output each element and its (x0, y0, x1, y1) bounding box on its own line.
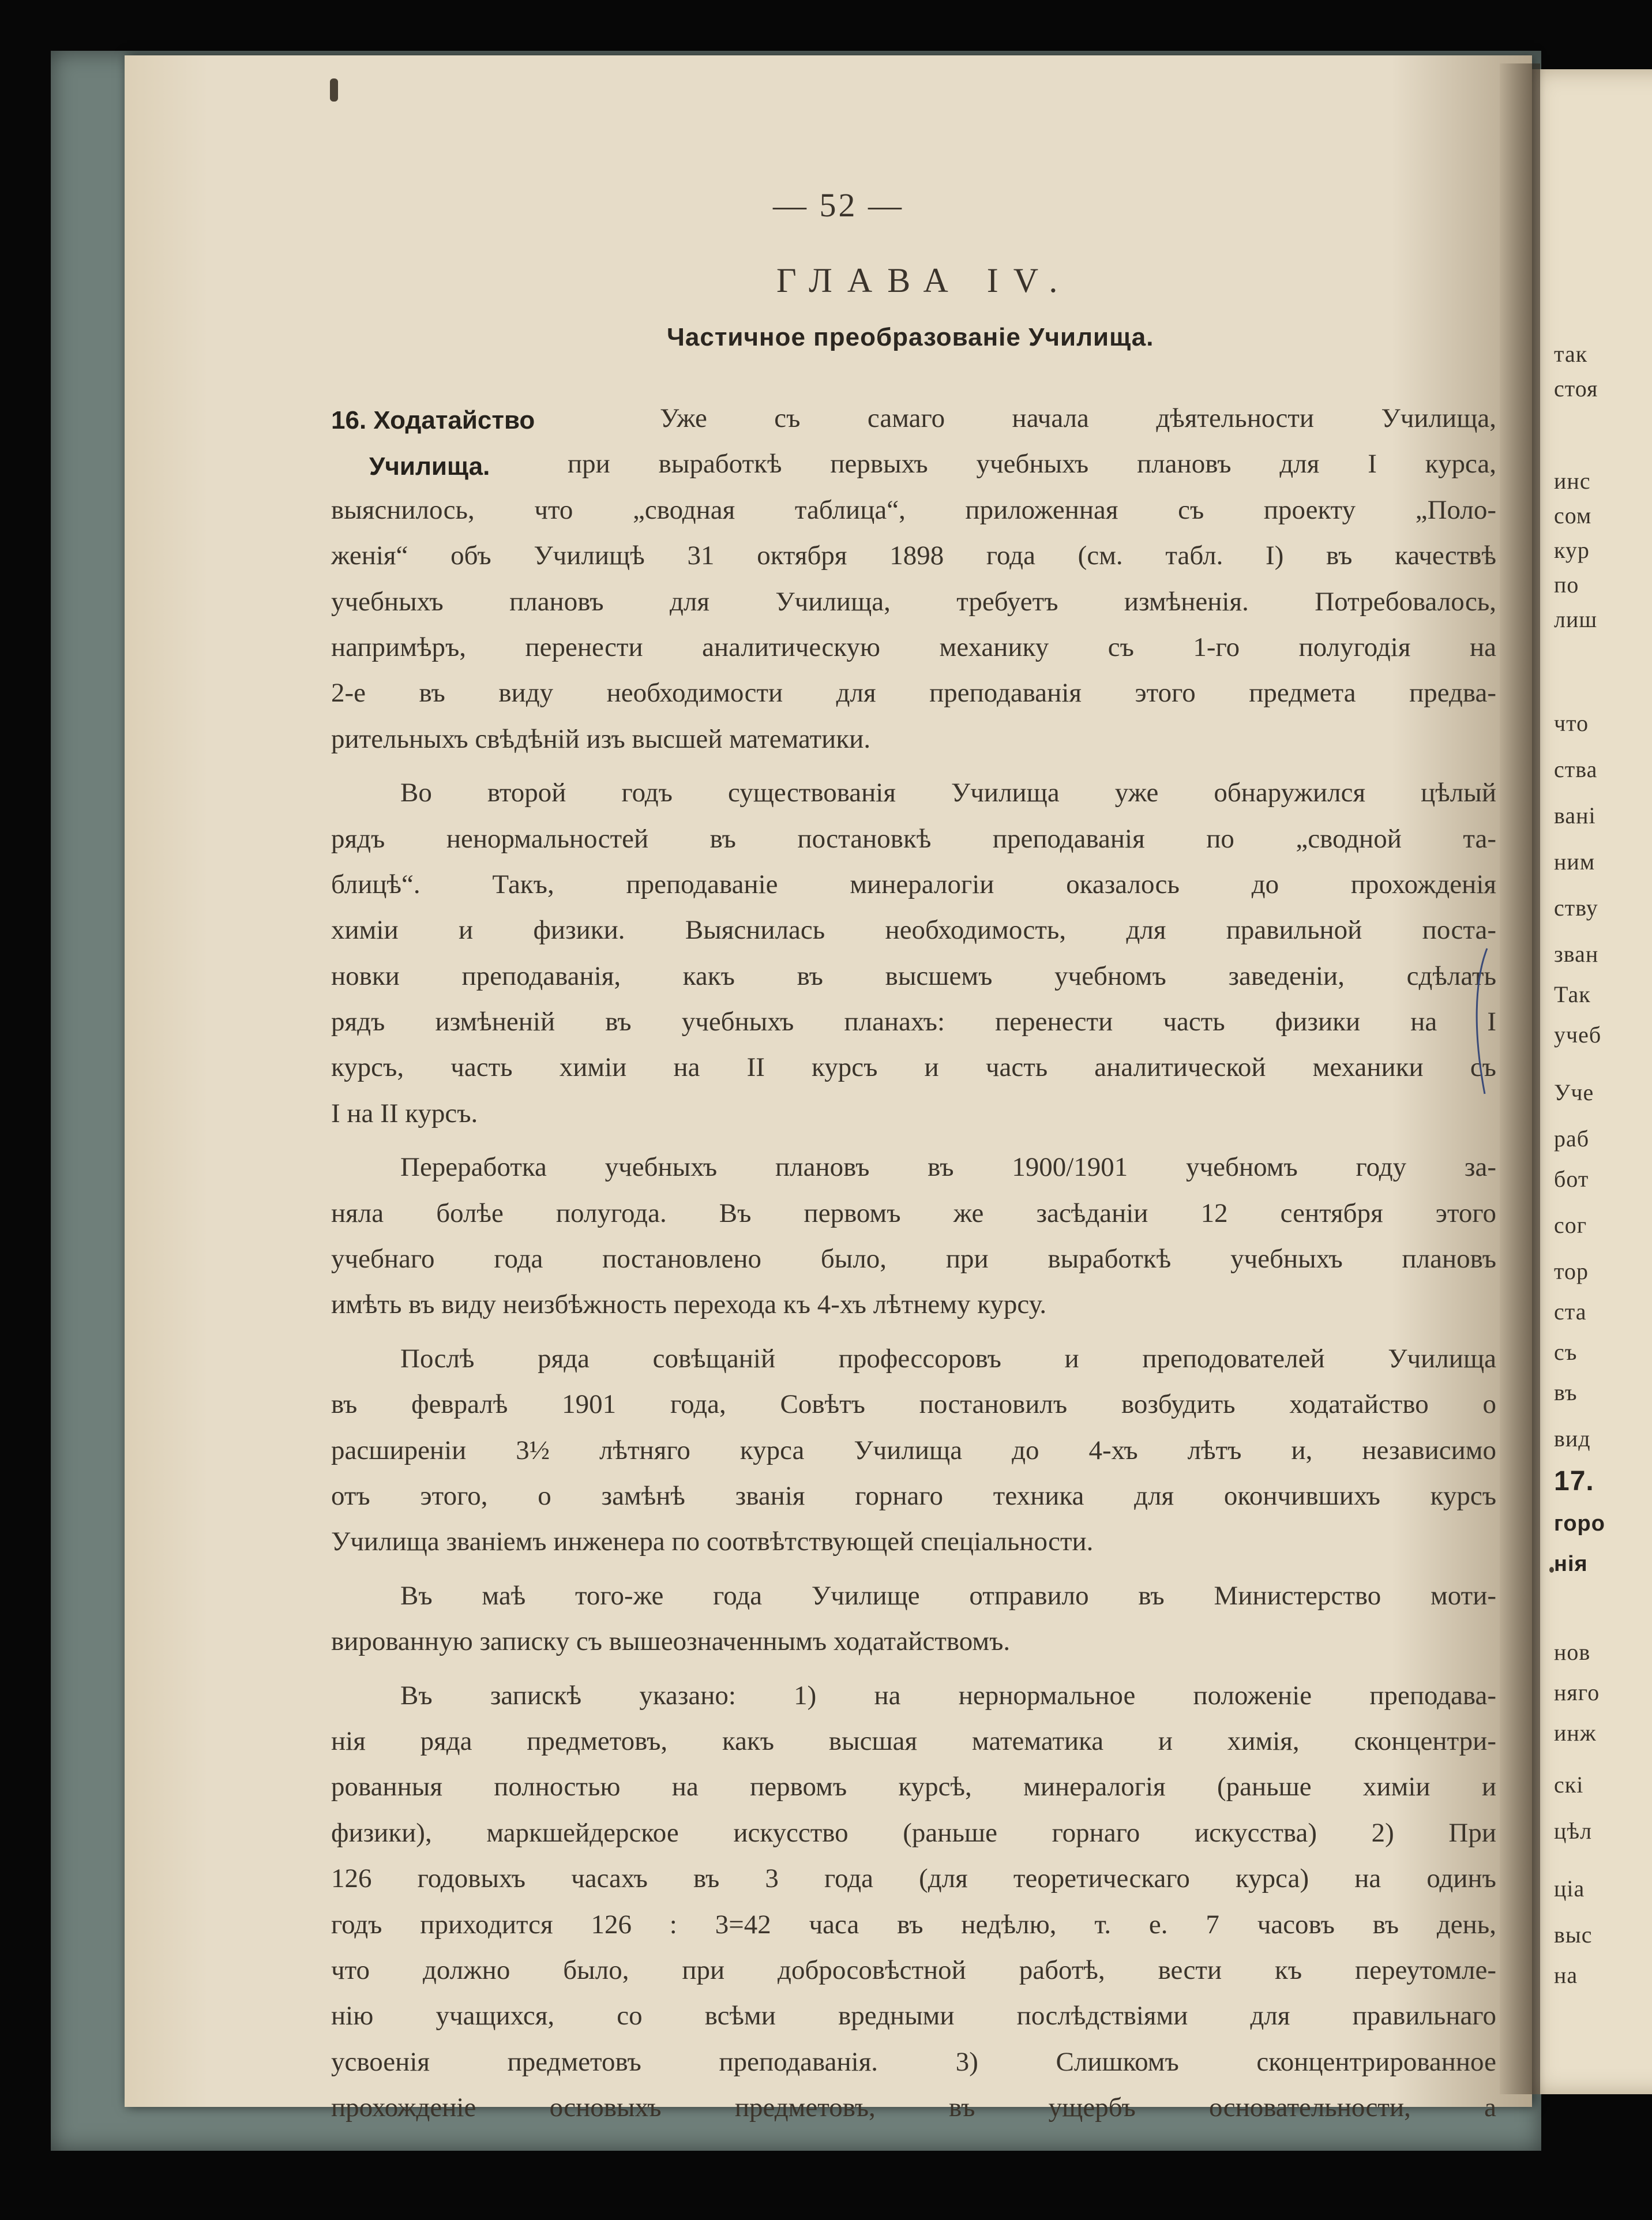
text-line: учебнаго года постановлено было, при выработкѣ учебныхъ плановъ (331, 1244, 1496, 1274)
text-line: новки преподаванія, какъ въ высшемъ учебномъ заведеніи, сдѣлать (331, 961, 1496, 991)
facing-page-fragment: скі (1554, 1772, 1584, 1798)
pencil-margin-mark (1470, 946, 1493, 1096)
text-line: Во второй годъ существованія Училища уже обнаружился цѣлый (400, 778, 1496, 808)
text-line: вированную записку съ вышеозначеннымъ ходатайствомъ. (331, 1626, 1011, 1657)
facing-page-fragment: ціа (1554, 1876, 1585, 1902)
text-line: Уже съ самаго начала дѣятельности Училища, (660, 403, 1496, 433)
facing-page-fragment: няго (1554, 1679, 1600, 1705)
section-number-label: 16. Ходатайство (331, 406, 535, 434)
text-line: I на II курсъ. (331, 1098, 478, 1128)
facing-page-fragment: Уче (1554, 1079, 1594, 1105)
text-line: при выработкѣ первыхъ учебныхъ плановъ для I курса, (568, 449, 1496, 479)
text-line: Училища званіемъ инженера по соотвѣтствующей спеціальности. (331, 1527, 1094, 1557)
text-line: Переработка учебныхъ плановъ въ 1900/1901 учебномъ году за- (400, 1152, 1496, 1183)
text-line: годъ приходится 126 : 3=42 часа въ недѣлю, т. е. 7 часовъ въ день, (331, 1909, 1496, 1940)
facing-page-fragment: стоя (1554, 376, 1598, 402)
text-line: физики), маркшейдерское искусство (раньше горнаго искусства) 2) При (331, 1817, 1496, 1848)
facing-page-fragment: ства (1554, 756, 1598, 782)
text-line: Въ маѣ того-же года Училище отправило въ Министерство моти- (400, 1580, 1496, 1611)
facing-page-fragment: вид (1554, 1426, 1591, 1452)
facing-page-fragment: ста (1554, 1299, 1587, 1325)
facing-page-fragment: сом (1554, 502, 1592, 528)
text-line: что должно было, при добросовѣстной работѣ, вести къ переутомле- (331, 1955, 1496, 1985)
facing-page-fragment: так (1554, 341, 1588, 367)
text-line: химіи и физики. Выяснилась необходимость, для правильной поста- (331, 915, 1496, 946)
text-line: рованныя полностью на первомъ курсѣ, минералогія (раньше химіи и (331, 1772, 1496, 1802)
text-line: выяснилось, что „сводная таблица“, приложенная съ проекту „Поло- (331, 494, 1496, 525)
facing-page-fragment: сог (1554, 1212, 1587, 1238)
facing-page-fragment: лиш (1554, 606, 1598, 632)
text-line: блицѣ“. Такъ, преподаваніе минералогіи оказалось до прохожденія (331, 869, 1496, 899)
text-line: отъ этого, о замѣнѣ званія горнаго техника для окончившихъ курсъ (331, 1480, 1496, 1511)
facing-page-fragment: бот (1554, 1166, 1589, 1192)
facing-page-fragment: на (1554, 1962, 1578, 1988)
facing-page-fragment: ству (1554, 895, 1598, 921)
text-line: прохожденіе основыхъ предметовъ, въ ущербъ основательности, а (331, 2092, 1496, 2123)
text-line: расширеніи 3½ лѣтняго курса Училища до 4-хъ лѣтъ и, независимо (331, 1435, 1496, 1465)
facing-page-fragment: зван (1554, 941, 1599, 967)
facing-page-fragment: съ (1554, 1339, 1578, 1365)
text-line: нію учащихся, со всѣми вредными послѣдствіями для правильнаго (331, 2001, 1496, 2031)
text-line: усвоенія предметовъ преподаванія. 3) Слишкомъ сконцентрированное (331, 2046, 1496, 2077)
text-line: рядъ ненормальностей въ постановкѣ преподаванія по „сводной та- (331, 823, 1496, 854)
facing-page-fragment: что (1554, 710, 1589, 736)
facing-page-fragment: горо (1554, 1512, 1605, 1536)
text-line: рительныхъ свѣдѣній изъ высшей математики. (331, 723, 871, 754)
facing-page-fragment: кур (1554, 537, 1590, 563)
facing-page-fragment: по (1554, 572, 1579, 598)
facing-page-fragment: тор (1554, 1258, 1589, 1284)
facing-page-fragment: инж (1554, 1720, 1597, 1746)
facing-page-fragment: нов (1554, 1639, 1591, 1665)
text-line: рядъ измѣненій въ учебныхъ планахъ: перенести часть физики на I (331, 1007, 1496, 1037)
facing-page-fragment: учеб (1554, 1022, 1602, 1048)
text-line: Послѣ ряда совѣщаній профессоровъ и преподователей Училища (400, 1343, 1496, 1374)
facing-page-fragment: выс (1554, 1922, 1593, 1948)
facing-page-fragment: вані (1554, 802, 1596, 828)
facing-page-fragment: Так (1554, 981, 1591, 1007)
text-line: имѣть въ виду неизбѣжность перехода къ 4-хъ лѣтнему курсу. (331, 1289, 1047, 1320)
body-text (331, 396, 1496, 2131)
facing-page-fragment: 17. (1554, 1466, 1594, 1497)
chapter-heading: ГЛАВА IV. (776, 261, 1073, 299)
text-line: нія ряда предметовъ, какъ высшая математика и химія, сконцентри- (331, 1726, 1496, 1756)
facing-page-fragment: инс (1554, 468, 1591, 494)
page-number: — 52 — (773, 186, 904, 224)
facing-page-fragment: цѣл (1554, 1818, 1593, 1844)
text-line: напримѣръ, перенести аналитическую механику съ 1-го полугодія на (331, 632, 1496, 662)
text-line: няла болѣе полугода. Въ первомъ же засѣданіи 12 сентября этого (331, 1198, 1496, 1228)
text-line: 2-е въ виду необходимости для преподаванія этого предмета предва- (331, 678, 1496, 708)
text-line: въ февралѣ 1901 года, Совѣтъ постановилъ возбудить ходатайство о (331, 1389, 1496, 1420)
page-gutter-shadow (1500, 63, 1540, 2094)
text-line: курсъ, часть химіи на II курсъ и часть аналитической механики съ (331, 1052, 1496, 1083)
text-line: 126 годовыхъ часахъ въ 3 года (для теоретическаго курса) на одинъ (331, 1863, 1496, 1894)
facing-page-fragment: ним (1554, 849, 1595, 875)
ink-speck (330, 78, 338, 102)
facing-page-fragment: нія (1554, 1552, 1588, 1576)
text-line: женія“ объ Училищѣ 31 октября 1898 года (см. табл. I) въ качествѣ (331, 541, 1496, 571)
facing-page-fragment: въ (1554, 1379, 1578, 1405)
facing-page-fragment: раб (1554, 1126, 1590, 1152)
section-label-line2: Училища. (369, 452, 490, 481)
chapter-title: Частичное преобразованіе Училища. (667, 323, 1154, 351)
text-line: Въ запискѣ указано: 1) на нернормальное положеніе преподава- (400, 1680, 1496, 1711)
text-line: учебныхъ плановъ для Училища, требуетъ измѣненія. Потребовалось, (331, 586, 1496, 617)
ink-speck (1549, 1567, 1554, 1573)
